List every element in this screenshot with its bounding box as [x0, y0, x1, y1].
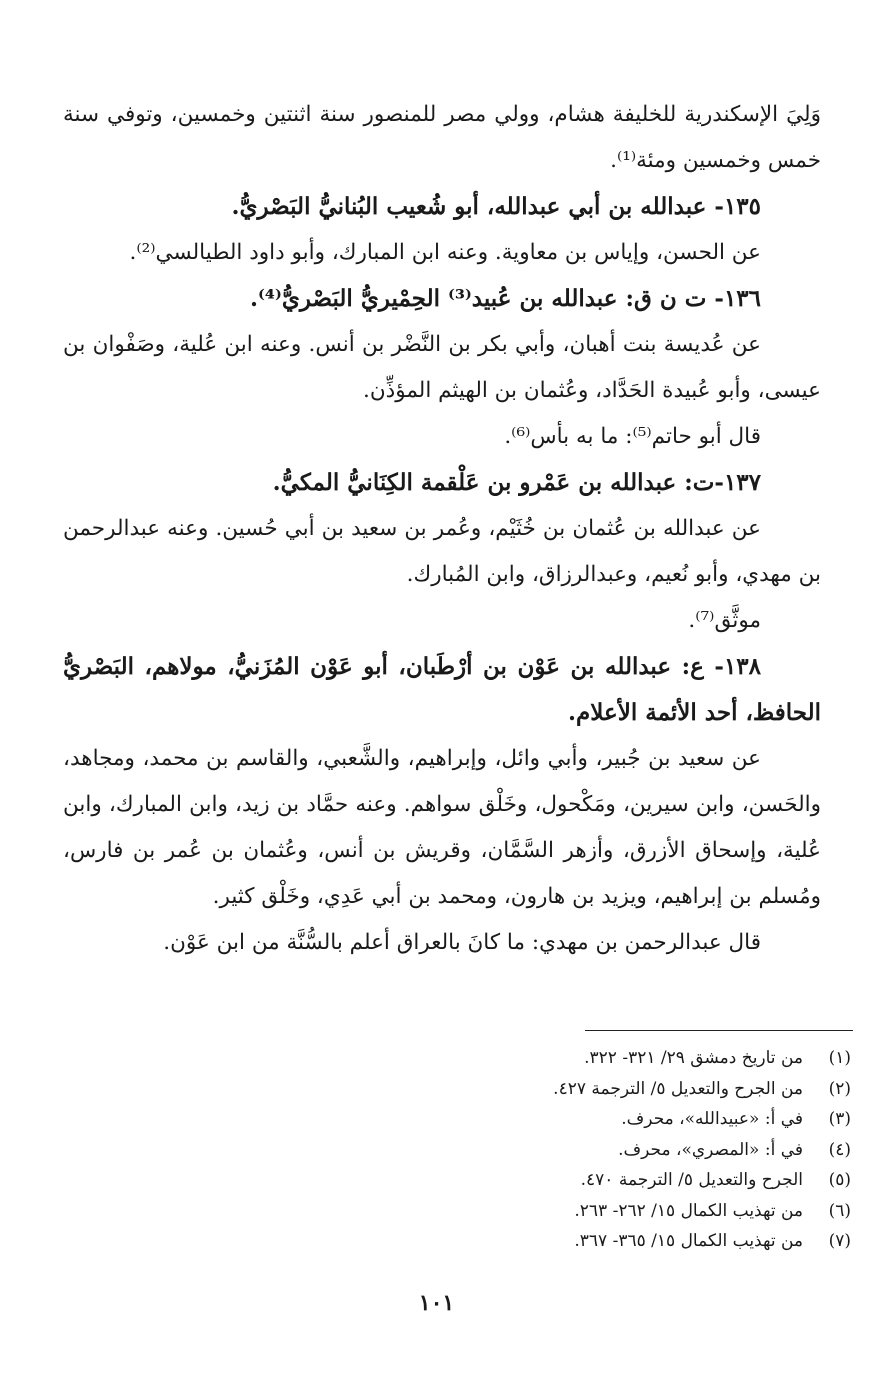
entry-heading-138: ١٣٨- ع: عبدالله بن عَوْن بن أرْطَبان، أبو عَوْن المُزَنيُّ، مولاهم، البَصْريُّ الحافظ، أحد الأئمة الأعلام.	[63, 653, 821, 726]
footnote-text: في أ: «عبيدالله»، محرف.	[621, 1109, 803, 1129]
footnote-text: في أ: «المصري»، محرف.	[618, 1139, 803, 1160]
footnote-number: (٦)	[828, 1200, 851, 1221]
footnote-text: من تاريخ دمشق ٢٩/ ٣٢١- ٣٢٢.	[584, 1048, 803, 1068]
footnote	[71, 1165, 851, 1196]
entry-body-138: عن سعيد بن جُبير، وأبي وائل، وإبراهيم، والشَّعبي، والقاسم بن محمد، ومجاهد، والحَسن، وابن سيرين، ومَكْحول، وخَلْق سواهم. وعنه حمَّاد بن زيد، وابن المبارك، وابن عُلية، وإسحاق الأزرق، وأزهر السَّمَّان، وقريش بن أنس، وعُثمان بن عُمر بن فارس، ومُسلم بن إبراهيم، ويزيد بن هارون، ومحمد بن أبي عَدِي، وخَلْق كثير.	[63, 746, 821, 909]
main-text	[63, 92, 821, 966]
footnote	[71, 1043, 851, 1074]
footnote-divider	[585, 1030, 853, 1031]
footnote-number: (٤)	[828, 1139, 851, 1160]
entry-quote-136: قال أبو حاتم⁽⁵⁾: ما به بأس⁽⁶⁾.	[504, 424, 761, 449]
footnote-text: من تهذيب الكمال ١٥/ ٣٦٥- ٣٦٧.	[574, 1231, 803, 1251]
footnote-text: من الجرح والتعديل ٥/ الترجمة ٤٢٧.	[553, 1078, 803, 1099]
footnote	[71, 1226, 851, 1257]
entry-heading-136: ١٣٦- ت ن ق: عبدالله بن عُبيد⁽³⁾ الحِمْيريُّ البَصْريُّ⁽⁴⁾.	[250, 285, 761, 312]
entry-verdict-137: موثَّق⁽⁷⁾.	[688, 608, 761, 633]
footnotes	[71, 1043, 851, 1257]
paragraph-continuation: وَلِيَ الإسكندرية للخليفة هشام، وولي مصر للمنصور سنة اثنتين وخمسين، وتوفي سنة خمس وخمسين ومئة⁽¹⁾.	[63, 102, 821, 173]
entry-body-136: عن عُديسة بنت أهبان، وأبي بكر بن النَّضْر بن أنس. وعنه ابن عُلية، وصَفْوان بن عيسى، وأبو عُبيدة الحَدَّاد، وعُثمان بن الهيثم المؤذِّن.	[63, 332, 821, 403]
footnote-number: (٥)	[828, 1170, 851, 1190]
entry-body-135: عن الحسن، وإياس بن معاوية. وعنه ابن المبارك، وأبو داود الطيالسي⁽²⁾.	[129, 240, 761, 265]
footnote	[71, 1135, 851, 1166]
footnote	[71, 1074, 851, 1105]
footnote-number: (٢)	[828, 1078, 851, 1099]
footnote-number: (٧)	[828, 1231, 851, 1251]
entry-quote-138: قال عبدالرحمن بن مهدي: ما كانَ بالعراق أعلم بالسُّنَّة من ابن عَوْن.	[163, 930, 761, 955]
page-number: ١٠١	[418, 1290, 455, 1316]
entry-heading-137: ١٣٧-ت: عبدالله بن عَمْرو بن عَلْقمة الكِنَانيُّ المكيُّ.	[272, 469, 761, 496]
entry-body-137: عن عبدالله بن عُثمان بن خُثَيْم، وعُمر بن سعيد بن أبي حُسين. وعنه عبدالرحمن بن مهدي، وأبو نُعيم، وعبدالرزاق، وابن المُبارك.	[63, 516, 821, 587]
footnote-text: من تهذيب الكمال ١٥/ ٢٦٢- ٢٦٣.	[574, 1200, 803, 1221]
footnote	[71, 1104, 851, 1135]
footnote	[71, 1196, 851, 1227]
footnote-text: الجرح والتعديل ٥/ الترجمة ٤٧٠.	[580, 1170, 803, 1190]
footnote-number: (٣)	[828, 1109, 851, 1129]
entry-heading-135: ١٣٥- عبدالله بن أبي عبدالله، أبو شُعيب البُنانيُّ البَصْريُّ.	[231, 193, 761, 220]
footnote-number: (١)	[828, 1048, 851, 1068]
